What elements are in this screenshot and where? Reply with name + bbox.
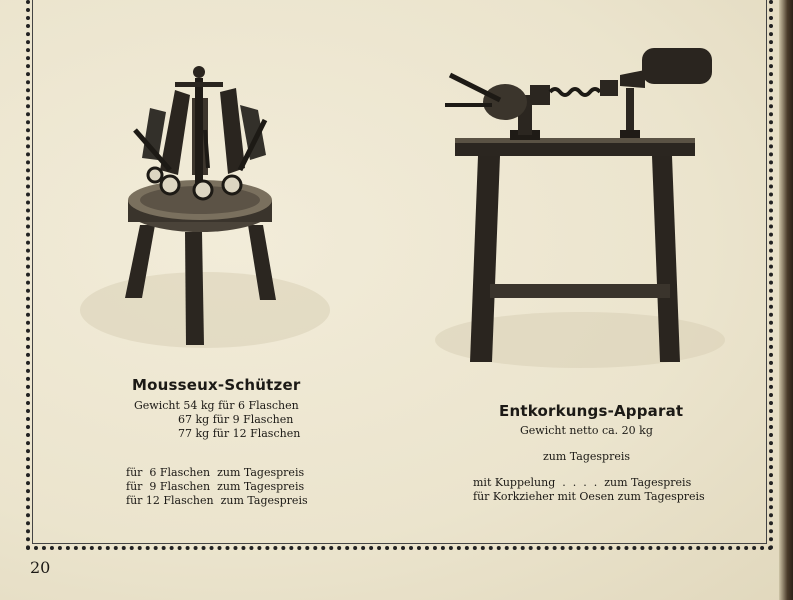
entkorkungs-apparat-title: Entkorkungs-Apparat [499,402,684,420]
weight-line-3: 77 kg für 12 Flaschen [178,427,301,440]
page-binding-edge [779,0,793,600]
mousseux-schuetzer-title: Mousseux-Schützer [132,376,301,394]
page-number: 20 [30,558,51,577]
corkscrew-option-line: für Korkzieher mit Oesen zum Tagespreis [473,490,705,503]
day-price-line: zum Tagespreis [543,450,631,463]
price-line-3: für 12 Flaschen zum Tagespreis [126,494,308,507]
entkorkungs-apparat-illustration [430,40,730,370]
coupling-option-line: mit Kuppelung . . . . zum Tagespreis [473,476,692,489]
net-weight-line: Gewicht netto ca. 20 kg [520,424,653,437]
weight-line-2: 67 kg für 9 Flaschen [178,413,294,426]
weight-line-1: Gewicht 54 kg für 6 Flaschen [134,399,299,412]
mousseux-schuetzer-illustration [80,60,340,360]
price-line-2: für 9 Flaschen zum Tagespreis [126,480,305,493]
price-line-1: für 6 Flaschen zum Tagespreis [126,466,305,479]
